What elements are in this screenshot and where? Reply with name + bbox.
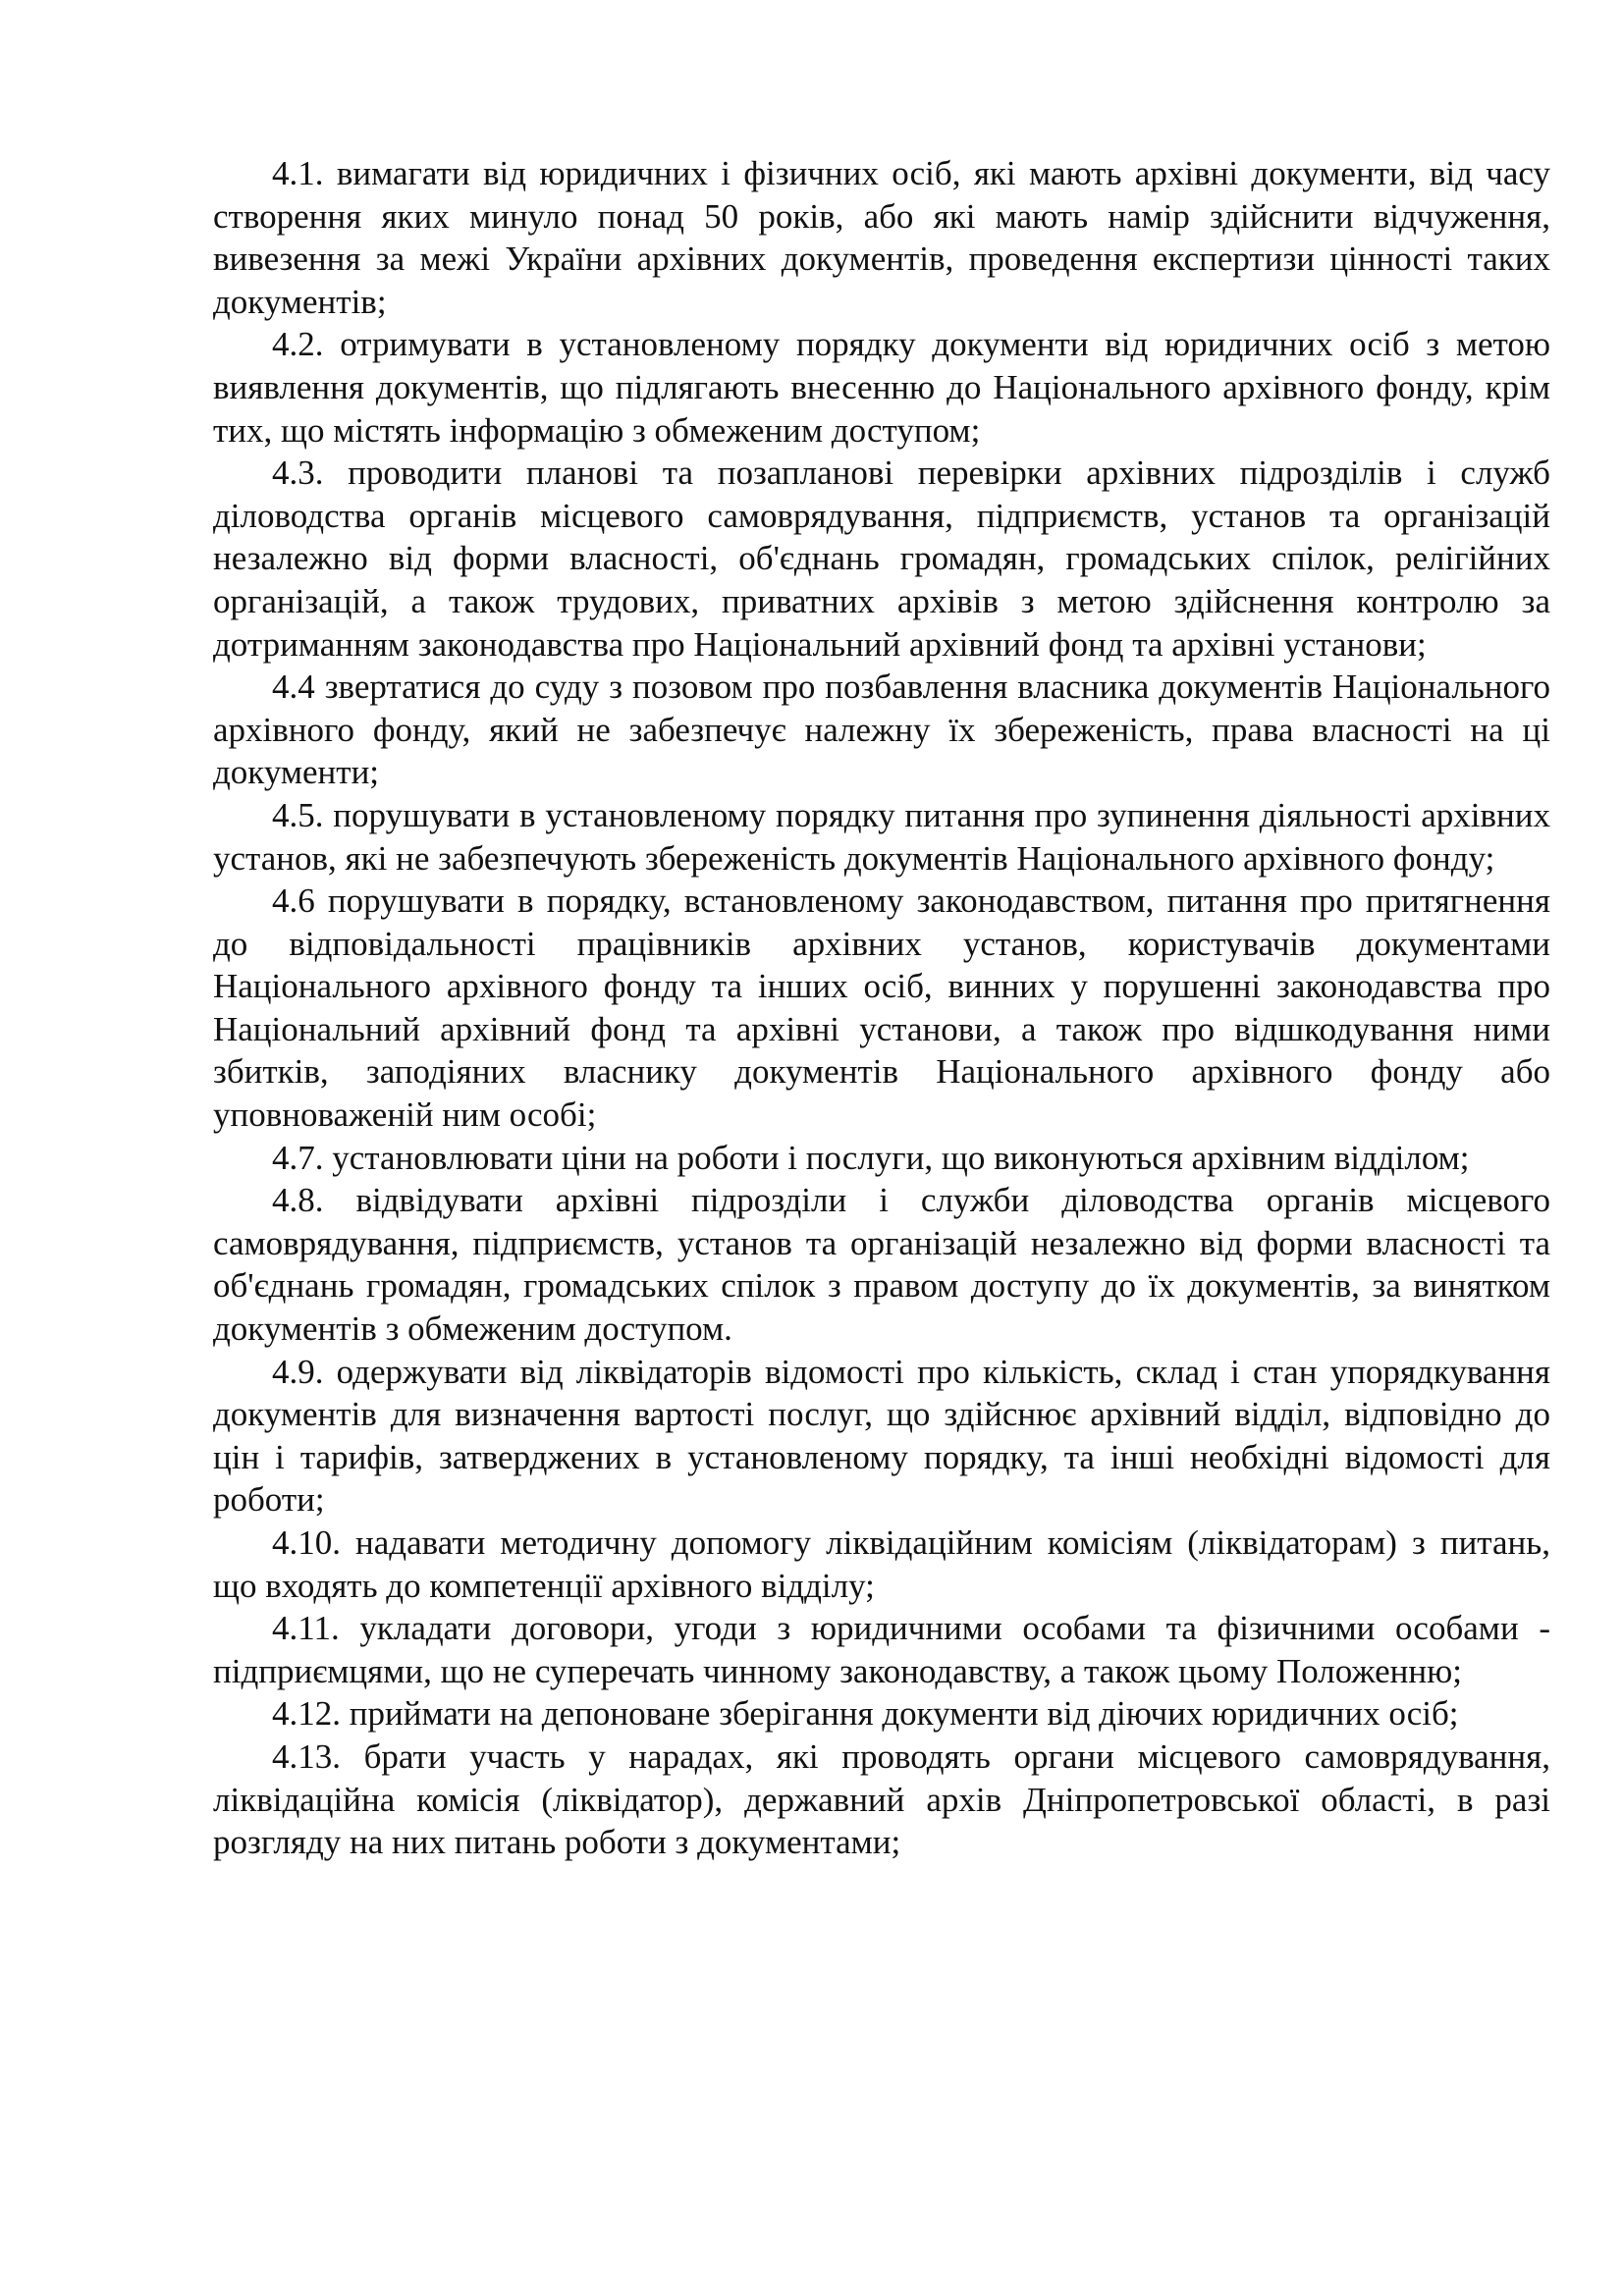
document-page (213, 152, 1550, 1864)
paragraph-4-13: 4.13. брати участь у нарадах, які проводять органи місцевого самоврядування, ліквідаційна комісія (ліквідатор), державний архів Дніпропетровської області, в разі розгляду на них питань роботи з документами; (213, 1736, 1550, 1862)
paragraph-4-9: 4.9. одержувати від ліквідаторів відомості про кількість, склад і стан упорядкування документів для визначення вартості послуг, що здійснює архівний відділ, відповідно до цін і тарифів, затверджених в установленому порядку, та інші необхідні відомості для роботи; (213, 1352, 1550, 1520)
paragraph-4-3: 4.3. проводити планові та позапланові перевірки архівних підрозділів і служб діловодства органів місцевого самоврядування, підприємств, установ та організацій незалежно від форми власності, об'єднань громадян, громадських спілок, релігійних організацій, а також трудових, приватних архівів з метою здійснення контролю за дотриманням законодавства про Національний архівний фонд та архівні установи; (213, 454, 1550, 664)
paragraph-4-12: 4.12. приймати на депоноване зберігання документи від діючих юридичних осіб; (272, 1694, 1459, 1734)
paragraph-4-8: 4.8. відвідувати архівні підрозділи і служби діловодства органів місцевого самоврядування, підприємств, установ та організацій незалежно від форми власності та об'єднань громадян, громадських спілок з правом доступу до їх документів, за винятком документів з обмеженим доступом. (213, 1181, 1550, 1349)
paragraph-4-7: 4.7. установлювати ціни на роботи і послуги, що виконуються архівним відділом; (272, 1138, 1470, 1177)
paragraph-4-10: 4.10. надавати методичну допомогу ліквідаційним комісіям (ліквідаторам) з питань, що входять до компетенції архівного відділу; (213, 1523, 1550, 1605)
paragraph-4-11: 4.11. укладати договори, угоди з юридичними особами та фізичними особами - підприємцями, що не суперечать чинному законодавству, а також цьому Положенню; (213, 1609, 1550, 1690)
paragraph-4-5: 4.5. порушувати в установленому порядку питання про зупинення діяльності архівних установ, які не забезпечують збереженість документів Національного архівного фонду; (213, 795, 1550, 878)
paragraph-4-6: 4.6 порушувати в порядку, встановленому законодавством, питання про притягнення до відповідальності працівників архівних установ, користувачів документами Національного архівного фонду та інших осіб, винних у порушенні законодавства про Національний архівний фонд та архівні установи, а також про відшкодування ними збитків, заподіяних власнику документів Національного архівного фонду або уповноваженій ним особі; (213, 881, 1550, 1135)
paragraph-4-1: 4.1. вимагати від юридичних і фізичних осіб, які мають архівні документи, від часу створення яких минуло понад 50 років, або які мають намір здійснити відчуження, вивезення за межі України архівних документів, проведення експертизи цінності таких документів; (213, 154, 1550, 321)
paragraph-4-4: 4.4 звертатися до суду з позовом про позбавлення власника документів Національного архівного фонду, який не забезпечує належну їх збереженість, права власності на ці документи; (213, 667, 1550, 792)
paragraph-4-2: 4.2. отримувати в установленому порядку документи від юридичних осіб з метою виявлення документів, що підлягають внесенню до Національного архівного фонду, крім тих, що містять інформацію з обмеженим доступом; (213, 325, 1550, 450)
